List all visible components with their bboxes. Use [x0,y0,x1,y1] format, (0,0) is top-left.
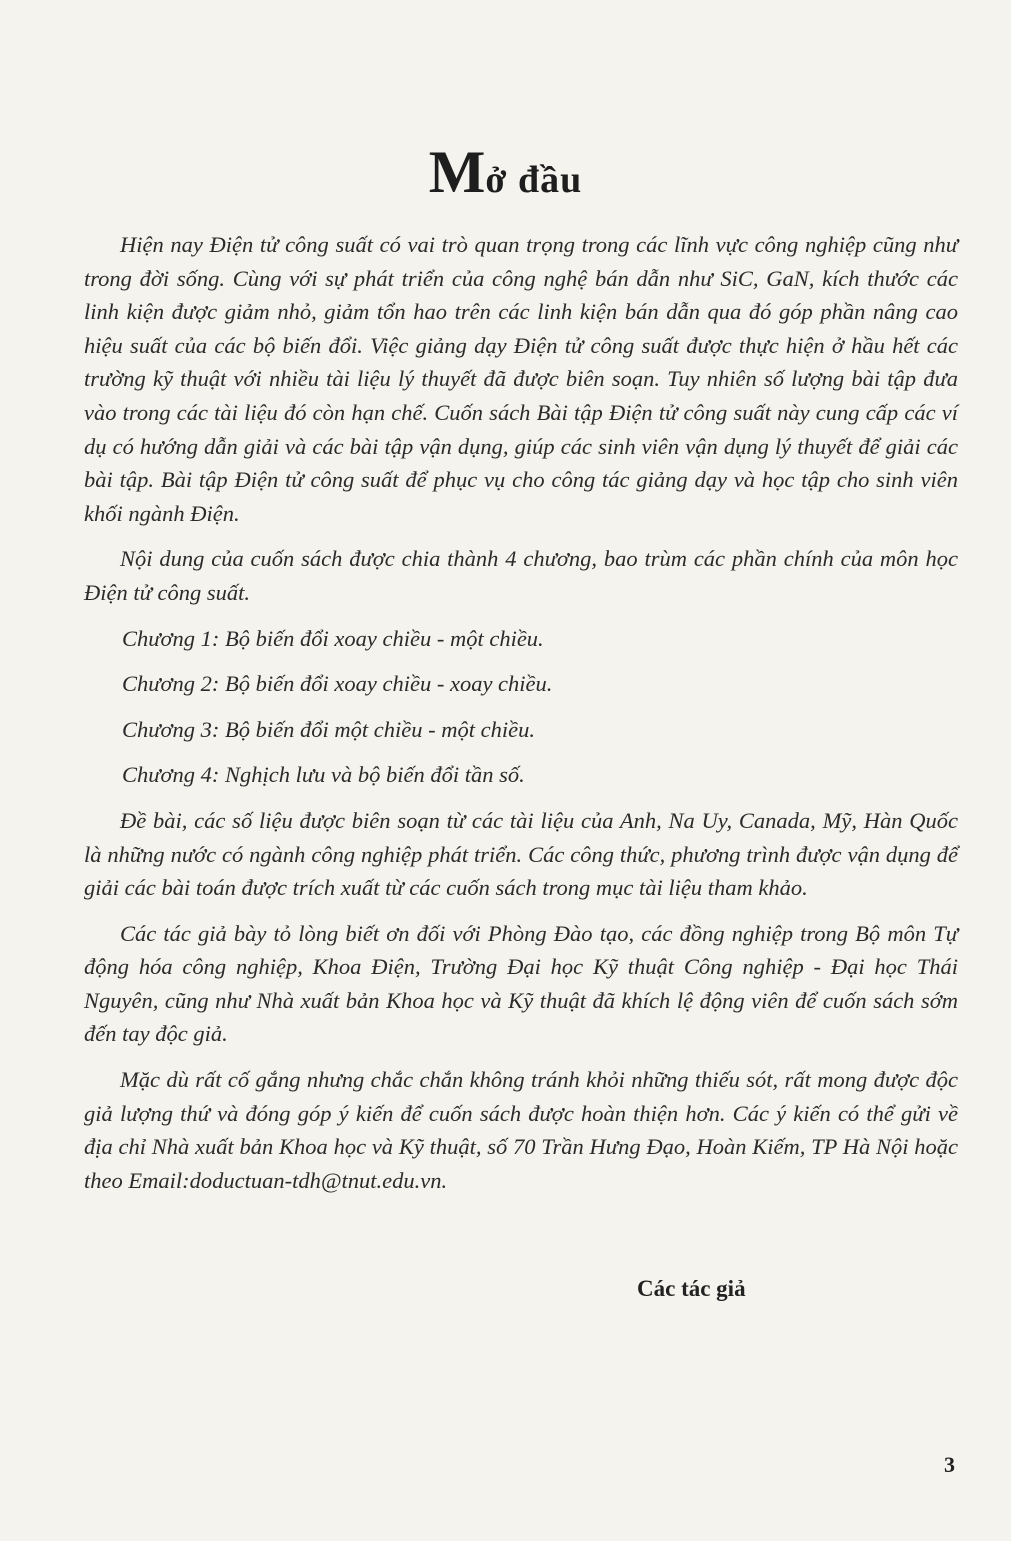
paragraph-sources: Đề bài, các số liệu được biên soạn từ các tài liệu của Anh, Na Uy, Canada, Mỹ, Hàn Quốc là những nước có ngành công nghiệp phát triển. Các công thức, phương trình được vận dụng để giải các bài toán được trích xuất từ các cuốn sách trong mục tài liệu tham khảo. [84,807,958,901]
preface-body [84,228,958,1209]
chapter-item-3: Chương 3: Bộ biến đổi một chiều - một chiều. [122,716,535,742]
chapter-item-1: Chương 1: Bộ biến đổi xoay chiều - một chiều. [122,625,544,651]
chapter-item-2: Chương 2: Bộ biến đổi xoay chiều - xoay chiều. [122,671,553,697]
title-rest: ở đầu [485,159,583,201]
signature: Các tác giả [637,1276,746,1301]
paragraph-acknowledgements: Các tác giả bày tỏ lòng biết ơn đối với Phòng Đào tạo, các đồng nghiệp trong Bộ môn Tự động hóa công nghiệp, Khoa Điện, Trường Đại học Kỹ thuật Công nghiệp - Đại học Thái Nguyên, cũng như Nhà xuất bản Khoa học và Kỹ thuật đã khích lệ động viên để cuốn sách sớm đến tay độc giả. [84,920,958,1047]
paragraph-feedback: Mặc dù rất cố gắng nhưng chắc chắn không tránh khỏi những thiếu sót, rất mong được độc giả lượng thứ và đóng góp ý kiến để cuốn sách được hoàn thiện hơn. Các ý kiến có thể gửi về địa chỉ Nhà xuất bản Khoa học và Kỹ thuật, số 70 Trần Hưng Đạo, Hoàn Kiếm, TP Hà Nội hoặc theo Email:doductuan-tdh@tnut.edu.vn. [84,1067,958,1193]
page-number: 3 [944,1452,955,1477]
page-title [0,139,1011,205]
title-initial: M [428,139,486,205]
chapter-item-4: Chương 4: Nghịch lưu và bộ biến đổi tần số. [122,762,525,788]
paragraph-contents: Nội dung của cuốn sách được chia thành 4 chương, bao trùm các phần chính của môn học Điện tử công suất. [84,546,958,605]
paragraph-intro: Hiện nay Điện tử công suất có vai trò quan trọng trong các lĩnh vực công nghiệp cũng như trong đời sống. Cùng với sự phát triển của công nghệ bán dẫn như SiC, GaN, kích thước các linh kiện được giảm nhỏ, giảm tổn hao trên các linh kiện bán dẫn qua đó góp phần nâng cao hiệu suất của các bộ biến đổi. Việc giảng dạy Điện tử công suất được thực hiện ở hầu hết các trường kỹ thuật với nhiều tài liệu lý thuyết đã được biên soạn. Tuy nhiên số lượng bài tập đưa vào trong các tài liệu đó còn hạn chế. Cuốn sách Bài tập Điện tử công suất này cung cấp các ví dụ có hướng dẫn giải và các bài tập vận dụng, giúp các sinh viên vận dụng lý thuyết để giải các bài tập. Bài tập Điện tử công suất để phục vụ cho công tác giảng dạy và học tập cho sinh viên khối ngành Điện. [84,232,958,526]
